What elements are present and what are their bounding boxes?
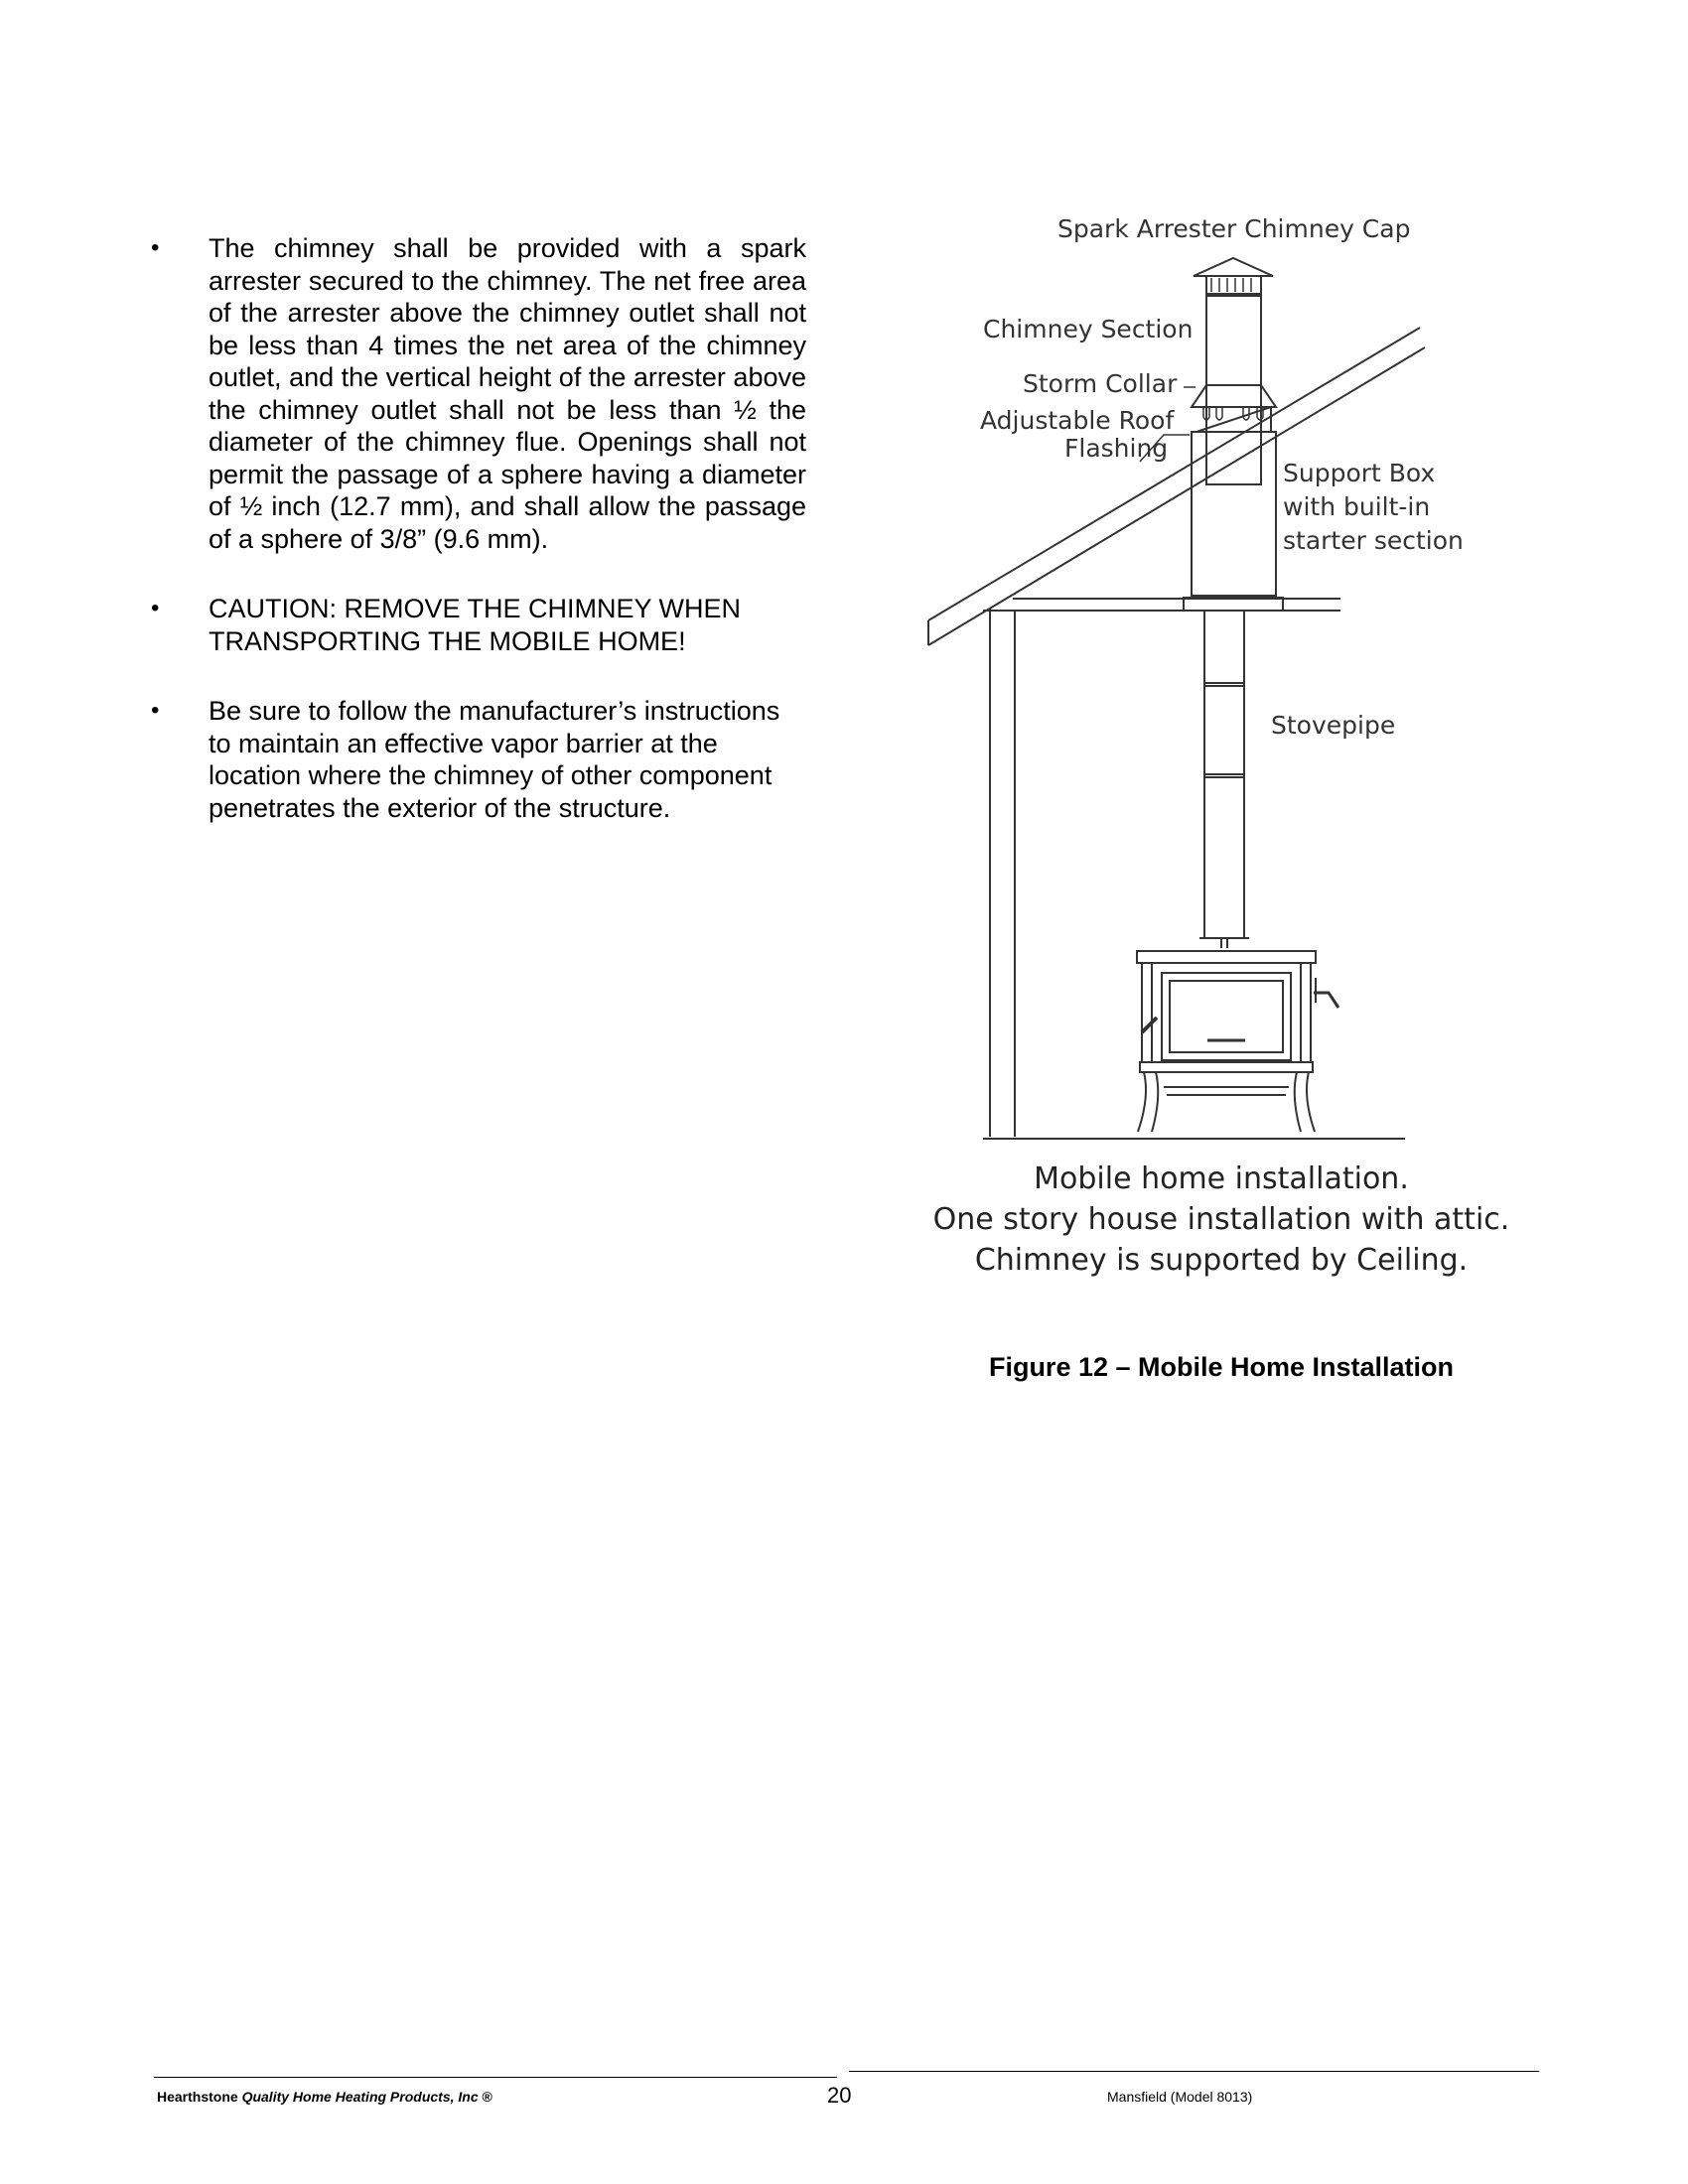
- figure-caption-line-3: Chimney is supported by Ceiling.: [974, 1243, 1469, 1278]
- label-support-box-3: starter section: [1283, 526, 1464, 555]
- bullet-vapor-barrier: [151, 695, 806, 824]
- ceiling-line: [983, 599, 1340, 611]
- bullet-dot: •: [151, 697, 160, 724]
- label-chimney-section: Chimney Section: [983, 315, 1194, 343]
- bullet-dot: •: [151, 234, 160, 261]
- label-stovepipe: Stovepipe: [1271, 711, 1396, 740]
- bullet-text: CAUTION: REMOVE THE CHIMNEY WHEN TRANSPORTING THE MOBILE HOME!: [209, 594, 742, 656]
- bullet-text: The chimney shall be provided with a spark arrester secured to the chimney. The net free area of the arrester above the chimney outlet shall not be less than 4 times the net area of the chimney outlet, and the vertical height of the arrester above the chimney outlet shall not be less than ½ the diameter of the chimney flue. Openings shall not permit the passage of a sphere having a diameter of ½ inch (12.7 mm), and shall allow the passage of a sphere of 3/8” (9.6 mm).: [209, 233, 806, 554]
- instructions-column: [151, 232, 806, 862]
- label-roof-flashing-2: Flashing: [1064, 434, 1169, 463]
- wood-stove: [1137, 951, 1338, 1132]
- figure-title: Figure 12 – Mobile Home Installation: [988, 1352, 1455, 1382]
- chimney-section: [1206, 296, 1261, 484]
- footer-rule-left: [154, 2077, 837, 2078]
- figure-caption-line-1: Mobile home installation.: [1034, 1161, 1409, 1196]
- bullet-text: Be sure to follow the manufacturer’s instructions to maintain an effective vapor barrier at the location where the chimney of other component penetrates the exterior of the structure.: [209, 696, 780, 823]
- label-storm-collar: Storm Collar: [1023, 369, 1178, 398]
- registered-mark: ®: [482, 2089, 492, 2105]
- label-roof-flashing-1: Adjustable Roof: [980, 406, 1175, 435]
- chimney-cap: [1194, 258, 1273, 294]
- bullet-spark-arrester: [151, 232, 806, 555]
- label-spark-arrester: Spark Arrester Chimney Cap: [1057, 214, 1411, 243]
- label-support-box-1: Support Box: [1283, 459, 1436, 487]
- page-number: 20: [827, 2083, 852, 2108]
- page-footer: [154, 2077, 1539, 2116]
- label-support-box-2: with built-in: [1283, 492, 1431, 521]
- storm-collar: [1192, 385, 1276, 407]
- company-tagline: Quality Home Heating Products, Inc: [241, 2089, 479, 2105]
- footer-company: [157, 2089, 492, 2105]
- footer-rule-right: [849, 2071, 1539, 2072]
- bullet-dot: •: [151, 595, 160, 621]
- footer-model: Mansfield (Model 8013): [1107, 2089, 1253, 2105]
- installation-diagram: [923, 208, 1519, 1181]
- figure-caption-line-2: One story house installation with attic.: [932, 1202, 1510, 1237]
- company-name: Hearthstone: [157, 2089, 238, 2105]
- mobile-home-installation-figure: [923, 208, 1519, 1320]
- wall: [990, 609, 1015, 1137]
- bullet-caution: [151, 593, 806, 657]
